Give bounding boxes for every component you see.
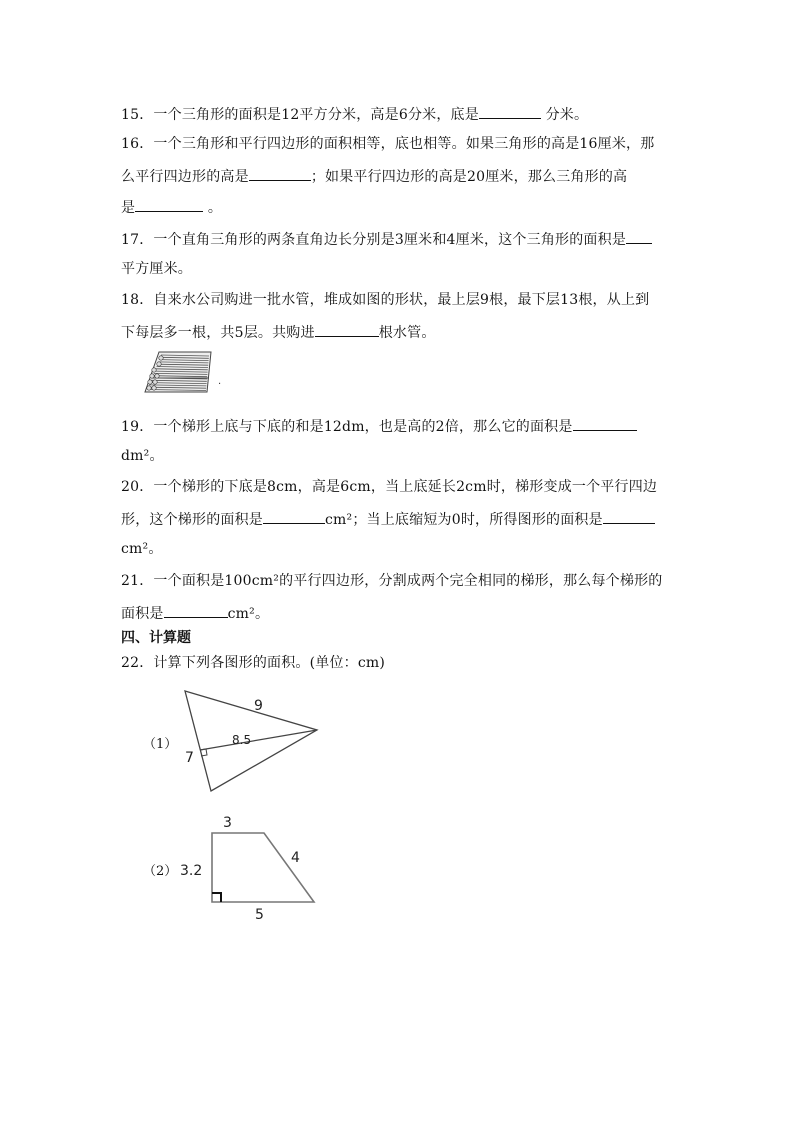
question-text: 平方厘米。 xyxy=(121,261,192,277)
answer-blank[interactable] xyxy=(249,166,311,181)
height-label-3-2: 3.2 xyxy=(180,863,203,879)
section-heading: 四、计算题 xyxy=(121,630,191,646)
question-text: 一个三角形的面积是12平方分米，高是6分米，底是 xyxy=(153,107,479,123)
question-text: 一个面积是100cm²的平行四边形，分割成两个完全相同的梯形，那么每个梯形的 xyxy=(153,573,663,589)
question-18 xyxy=(121,291,649,309)
question-text: 一个梯形的下底是8cm，高是6cm，当上底延长2cm时，梯形变成一个平行四边 xyxy=(153,479,658,495)
triangle-figure xyxy=(180,686,330,798)
question-20-line2 xyxy=(121,509,655,529)
question-text: 。 xyxy=(203,200,223,216)
side-label-9: 9 xyxy=(254,698,263,714)
question-text: cm²。 xyxy=(121,541,163,557)
question-number: 17． xyxy=(121,232,154,248)
height-label-8-5: 8.5 xyxy=(232,733,252,747)
question-22 xyxy=(121,654,385,672)
question-16-line2 xyxy=(121,166,627,186)
question-text: cm²；当上底缩短为0时，所得图形的面积是 xyxy=(325,512,603,528)
question-text: ；如果平行四边形的高是20厘米，那么三角形的高 xyxy=(310,169,628,185)
question-text: 计算下列各图形的面积。(单位：cm) xyxy=(153,655,386,671)
answer-blank[interactable] xyxy=(315,322,379,337)
answer-blank[interactable] xyxy=(479,104,541,119)
question-text: cm²。 xyxy=(227,606,270,622)
question-text: 一个直角三角形的两条直角边长分别是3厘米和4厘米，这个三角形的面积是 xyxy=(153,232,627,248)
answer-blank[interactable] xyxy=(263,509,325,524)
bottom-label-5: 5 xyxy=(255,907,264,922)
question-text: 是 xyxy=(121,200,136,216)
top-label-3: 3 xyxy=(223,815,232,831)
question-20 xyxy=(121,478,657,496)
question-number: 18． xyxy=(121,292,154,308)
answer-blank[interactable] xyxy=(164,603,228,618)
question-21 xyxy=(121,572,662,590)
figure-dot: . xyxy=(218,376,222,387)
question-text: 一个梯形上底与下底的和是12dm，也是高的2倍，那么它的面积是 xyxy=(153,419,573,435)
right-angle-mark xyxy=(212,893,221,902)
question-19 xyxy=(121,416,637,436)
question-text: 下每层多一根，共5层。共购进 xyxy=(121,325,315,341)
question-17-line2 xyxy=(121,260,192,278)
question-text: 面积是 xyxy=(121,606,164,622)
question-number: 20． xyxy=(121,479,154,495)
question-number: 21． xyxy=(121,573,154,589)
question-19-line2 xyxy=(121,447,164,465)
answer-blank[interactable] xyxy=(573,416,637,431)
question-number: 15． xyxy=(121,107,154,123)
trapezoid-outline xyxy=(212,833,314,902)
figure-1-label: （1） xyxy=(143,737,178,752)
question-16 xyxy=(121,135,654,153)
trapezoid-figure xyxy=(176,810,326,922)
question-text: dm²。 xyxy=(121,448,164,464)
question-text: 一个三角形和平行四边形的面积相等，底也相等。如果三角形的高是16厘米，那 xyxy=(153,136,655,152)
answer-blank[interactable] xyxy=(603,509,655,524)
figure-2-label: （2） xyxy=(143,864,178,879)
question-text: 根水管。 xyxy=(378,325,436,341)
question-text: 么平行四边形的高是 xyxy=(121,169,249,185)
question-21-line2 xyxy=(121,603,269,623)
question-20-line3 xyxy=(121,540,163,558)
question-number: 16． xyxy=(121,136,154,152)
question-18-line2 xyxy=(121,322,436,342)
slant-label-4: 4 xyxy=(291,850,300,866)
question-number: 22． xyxy=(121,655,154,671)
answer-blank[interactable] xyxy=(135,197,203,212)
question-number: 19． xyxy=(121,419,154,435)
question-text: 自来水公司购进一批水管，堆成如图的形状，最上层9根，最下层13根，从上到 xyxy=(153,292,650,308)
question-15 xyxy=(121,104,588,124)
question-text: 形，这个梯形的面积是 xyxy=(121,512,263,528)
question-16-line3 xyxy=(121,197,222,217)
answer-blank[interactable] xyxy=(626,229,652,244)
side-label-7: 7 xyxy=(185,750,194,766)
pipe-stack-figure xyxy=(141,348,231,398)
question-17 xyxy=(121,229,652,249)
question-text: 分米。 xyxy=(540,107,589,123)
